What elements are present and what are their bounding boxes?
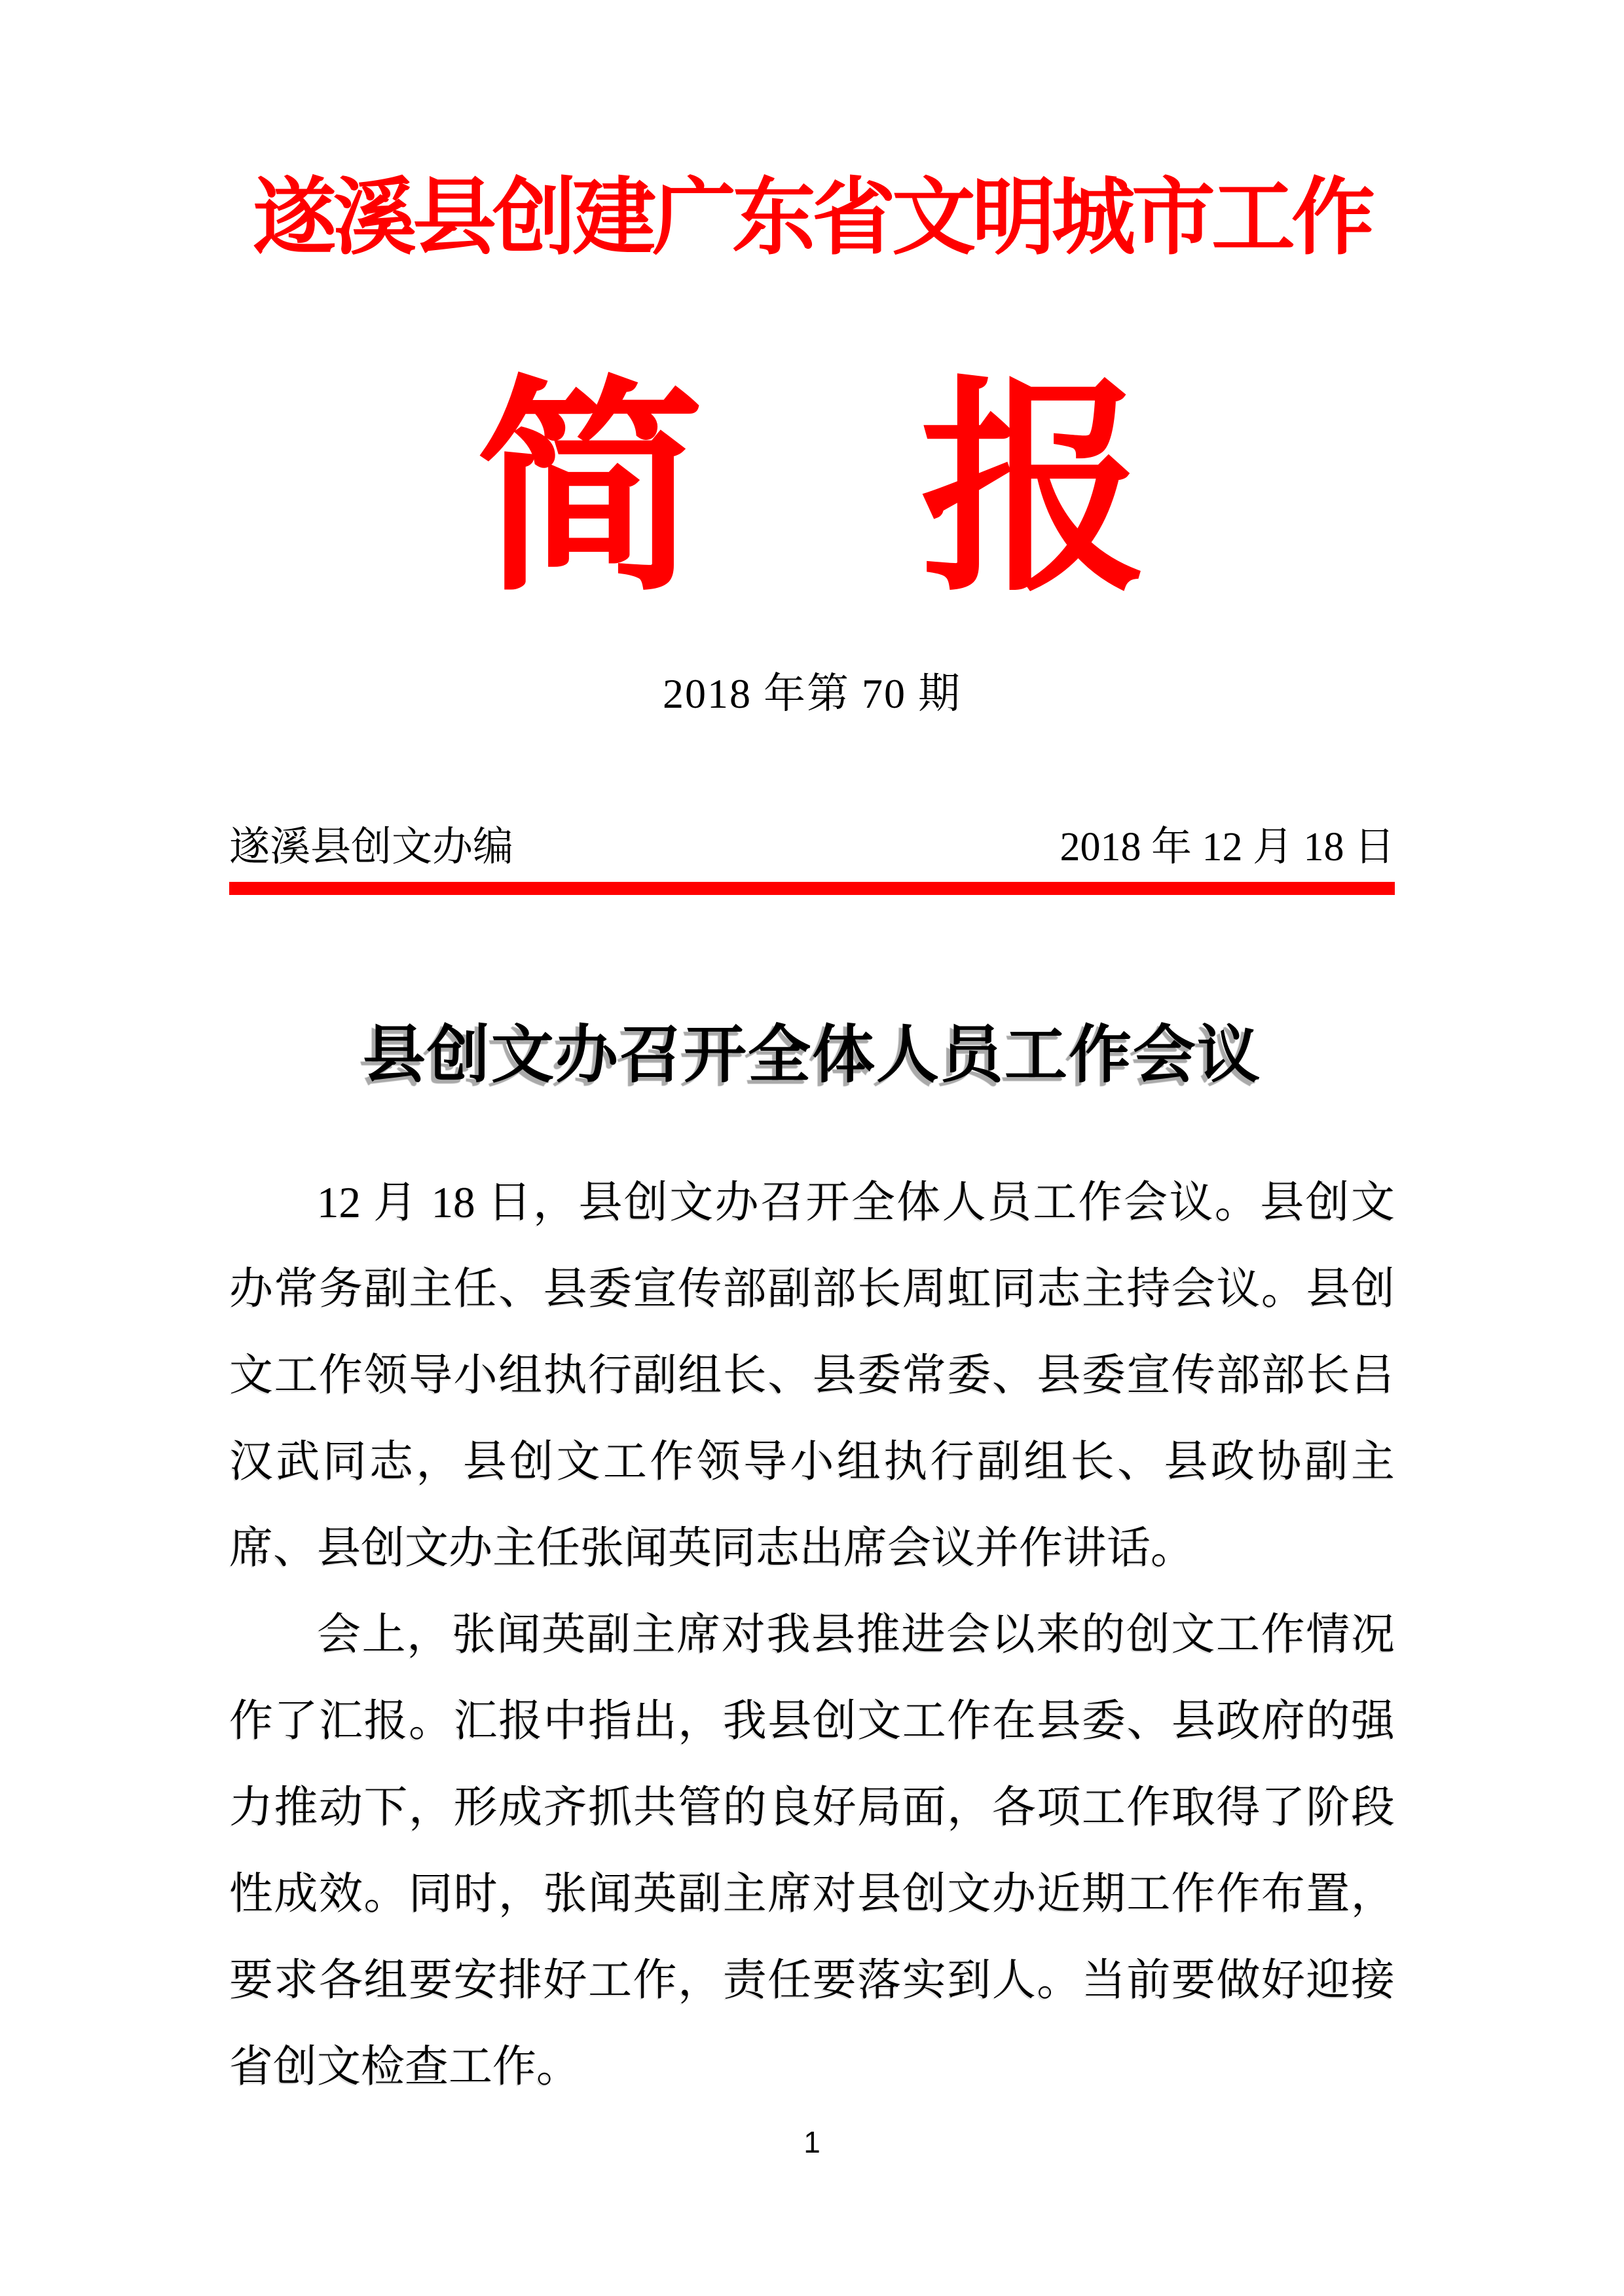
article-paragraph-2: 会上，张闻英副主席对我县推进会以来的创文工作情况作了汇报。汇报中指出，我县创文工作在县委、县政府的强力推动下，形成齐抓共管的良好局面，各项工作取得了阶段性成效。同时，张闻英副主席对县创文办近期工作作布置，要求各组要安排好工作，责任要落实到人。当前要做好迎接省创文检查工作。	[229, 1611, 1395, 2092]
masthead-name-char-2: 报	[920, 365, 1148, 618]
editor-name: 遂溪县创文办编	[229, 824, 514, 869]
article-heading: 县创文办召开全体人员工作会议	[363, 1020, 1261, 1091]
issue-number: 2018 年第 70 期	[663, 670, 961, 717]
page-number: 1	[803, 2125, 821, 2159]
article-paragraph-1: 12 月 18 日，县创文办召开全体人员工作会议。县创文办常务副主任、县委宣传部副部长周虹同志主持会议。县创文工作领导小组执行副组长、县委常委、县委宣传部部长吕汉武同志，县创文工作领导小组执行副组长、县政协副主席、县创文办主任张闻英同志出席会议并作讲话。	[229, 1178, 1395, 1573]
masthead	[0, 0, 1624, 895]
issue-date: 2018 年 12 月 18 日	[1060, 824, 1395, 869]
red-divider-rule	[229, 882, 1395, 895]
masthead-title: 遂溪县创建广东省文明城市工作	[252, 172, 1371, 264]
editor-row	[229, 823, 1395, 871]
article	[0, 1011, 1624, 2110]
masthead-name-char-1: 简	[476, 365, 704, 618]
masthead-name	[229, 365, 1395, 618]
